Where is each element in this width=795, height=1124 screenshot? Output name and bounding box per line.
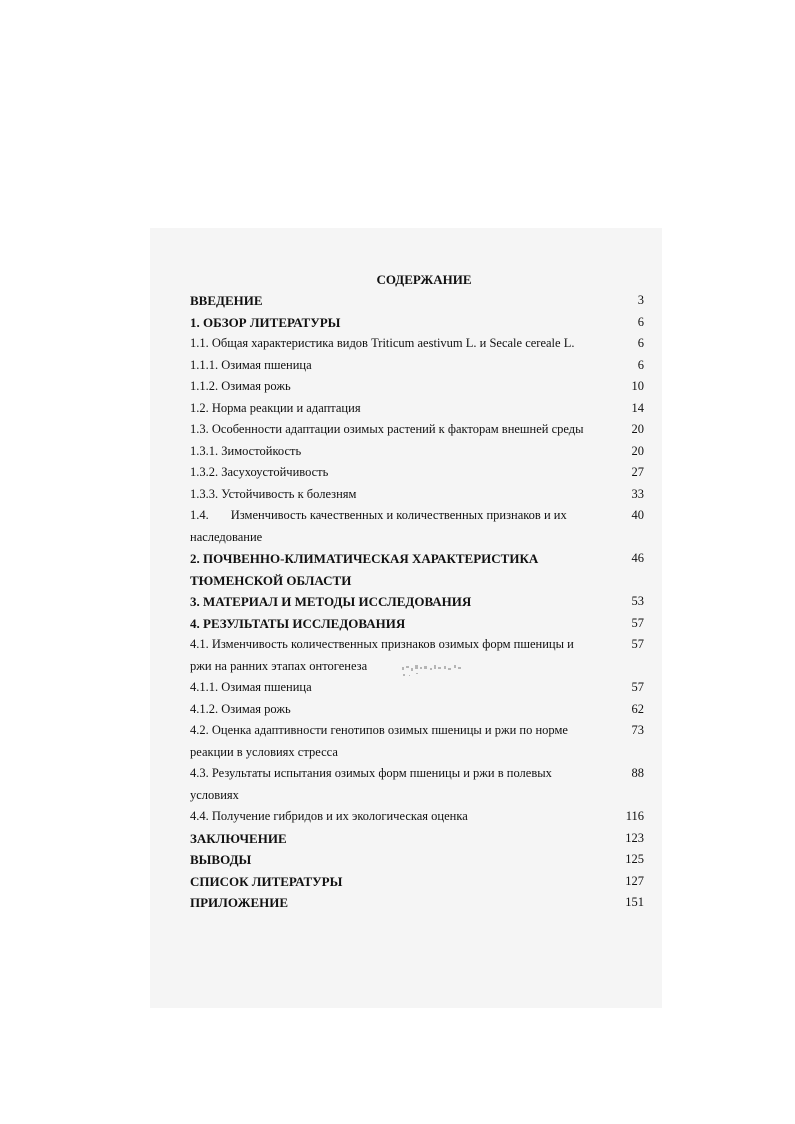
toc-entry-text: 1.3.1. Зимостойкость xyxy=(190,443,302,458)
toc-entry-page: 57 xyxy=(631,615,644,630)
toc-entry-page: 3 xyxy=(637,293,644,307)
toc-entry-1-4-continued xyxy=(190,527,644,549)
toc-entry-1-1[interactable] xyxy=(190,333,644,355)
toc-entry-text: 4.3. Результаты испытания озимых форм пшеницы и ржи в полевых xyxy=(190,766,552,780)
toc-entry-text: 4.1. Изменчивость количественных признаков озимых форм пшеницы и xyxy=(190,637,574,651)
toc-entry-4-1-1[interactable] xyxy=(190,677,644,699)
toc-entry-findings[interactable] xyxy=(190,849,644,871)
toc-entry-4-1[interactable] xyxy=(190,634,644,656)
toc-entry-references[interactable] xyxy=(190,871,644,893)
toc-title: СОДЕРЖАНИЕ xyxy=(376,272,472,287)
toc-entry-conclusion[interactable] xyxy=(190,828,644,850)
toc-entry-text: 1.1. Общая характеристика видов Triticum aestivum L. и Secale cereale L. xyxy=(190,336,575,350)
toc-entry-page: 53 xyxy=(631,594,644,608)
table-of-contents xyxy=(190,270,644,914)
toc-entry-appendix[interactable] xyxy=(190,892,644,914)
toc-entry-4-2-continued xyxy=(190,742,644,764)
toc-entry-text: 4. РЕЗУЛЬТАТЫ ИССЛЕДОВАНИЯ xyxy=(190,615,406,631)
toc-entry-text: 1.1.1. Озимая пшеница xyxy=(190,357,312,372)
toc-entry-1-1-1[interactable] xyxy=(190,355,644,377)
toc-entry-chapter-2[interactable] xyxy=(190,548,644,570)
toc-entry-number: 1.4. xyxy=(190,508,209,522)
toc-entry-text: условиях xyxy=(190,787,239,802)
toc-entry-4-2[interactable] xyxy=(190,720,644,742)
toc-entry-4-3[interactable] xyxy=(190,763,644,785)
toc-entry-text: 4.1.2. Озимая рожь xyxy=(190,701,291,716)
toc-entry-page: 6 xyxy=(637,314,644,329)
toc-entry-chapter-4[interactable] xyxy=(190,613,644,635)
toc-entry-text: 3. МАТЕРИАЛ И МЕТОДЫ ИССЛЕДОВАНИЯ xyxy=(190,594,472,609)
toc-entry-chapter-2-continued xyxy=(190,570,644,592)
toc-entry-text: ржи на ранних этапах онтогенеза xyxy=(190,658,368,673)
toc-entry-1-3[interactable] xyxy=(190,419,644,441)
toc-entry-page: 20 xyxy=(631,422,644,436)
toc-entry-page: 6 xyxy=(637,357,644,372)
toc-entry-text: 1. ОБЗОР ЛИТЕРАТУРЫ xyxy=(190,314,341,330)
toc-entry-page: 116 xyxy=(625,809,644,823)
toc-entry-page: 46 xyxy=(631,551,644,565)
toc-entry-page: 57 xyxy=(631,637,644,651)
toc-entry-text: 1.3.2. Засухоустойчивость xyxy=(190,465,329,479)
toc-entry-text: 1.3. Особенности адаптации озимых растений к факторам внешней среды xyxy=(190,422,584,436)
toc-entry-introduction[interactable] xyxy=(190,290,644,312)
toc-entry-page: 127 xyxy=(625,873,644,888)
toc-entry-page: 88 xyxy=(631,766,644,780)
toc-entry-title: Изменчивость качественных и количественных признаков и их xyxy=(230,508,567,522)
toc-entry-1-2[interactable] xyxy=(190,398,644,420)
toc-entry-page: 57 xyxy=(631,680,644,694)
toc-entry-page: 62 xyxy=(631,701,644,716)
toc-entry-page: 27 xyxy=(631,465,644,479)
toc-entry-text: 4.1.1. Озимая пшеница xyxy=(190,680,312,694)
toc-entry-1-3-3[interactable] xyxy=(190,484,644,506)
toc-entry-text: ЗАКЛЮЧЕНИЕ xyxy=(190,830,287,846)
toc-entry-text: 1.1.2. Озимая рожь xyxy=(190,379,291,393)
toc-entry-text: 4.2. Оценка адаптивности генотипов озимых пшеницы и ржи по норме xyxy=(190,723,568,737)
toc-entry-chapter-1[interactable] xyxy=(190,312,644,334)
toc-entry-4-1-2[interactable] xyxy=(190,699,644,721)
toc-entry-text: 4.4. Получение гибридов и их экологическая оценка xyxy=(190,809,468,823)
toc-entry-text: СПИСОК ЛИТЕРАТУРЫ xyxy=(190,873,343,889)
toc-entry-1-3-2[interactable] xyxy=(190,462,644,484)
toc-entry-page: 6 xyxy=(637,336,644,350)
scan-noise-mark xyxy=(400,663,468,679)
toc-entry-page: 20 xyxy=(631,443,644,458)
toc-entry-text: 1.3.3. Устойчивость к болезням xyxy=(190,486,357,501)
toc-entry-text: наследование xyxy=(190,529,263,544)
toc-entry-page: 33 xyxy=(631,486,644,501)
toc-entry-text: 1.2. Норма реакции и адаптация xyxy=(190,400,361,415)
toc-entry-1-3-1[interactable] xyxy=(190,441,644,463)
toc-entry-4-4[interactable] xyxy=(190,806,644,828)
toc-entry-page: 40 xyxy=(631,508,644,522)
toc-entry-text: ТЮМЕНСКОЙ ОБЛАСТИ xyxy=(190,572,352,588)
toc-entry-text xyxy=(190,505,567,527)
toc-entry-page: 10 xyxy=(631,379,644,393)
toc-entry-text: реакции в условиях стресса xyxy=(190,744,338,759)
toc-entry-text: ВЫВОДЫ xyxy=(190,852,252,867)
toc-entry-page: 151 xyxy=(625,895,644,909)
toc-entry-page: 14 xyxy=(631,400,644,415)
toc-entry-text: ПРИЛОЖЕНИЕ xyxy=(190,895,289,910)
toc-entry-page: 125 xyxy=(625,852,644,866)
toc-entry-page: 73 xyxy=(631,723,644,737)
toc-entry-1-4[interactable] xyxy=(190,505,644,527)
toc-entry-page: 123 xyxy=(625,830,644,845)
toc-entry-1-1-2[interactable] xyxy=(190,376,644,398)
toc-entry-text: 2. ПОЧВЕННО-КЛИМАТИЧЕСКАЯ ХАРАКТЕРИСТИКА xyxy=(190,551,539,566)
toc-entry-chapter-3[interactable] xyxy=(190,591,644,613)
toc-entry-text: ВВЕДЕНИЕ xyxy=(190,293,263,308)
toc-entry-4-3-continued xyxy=(190,785,644,807)
